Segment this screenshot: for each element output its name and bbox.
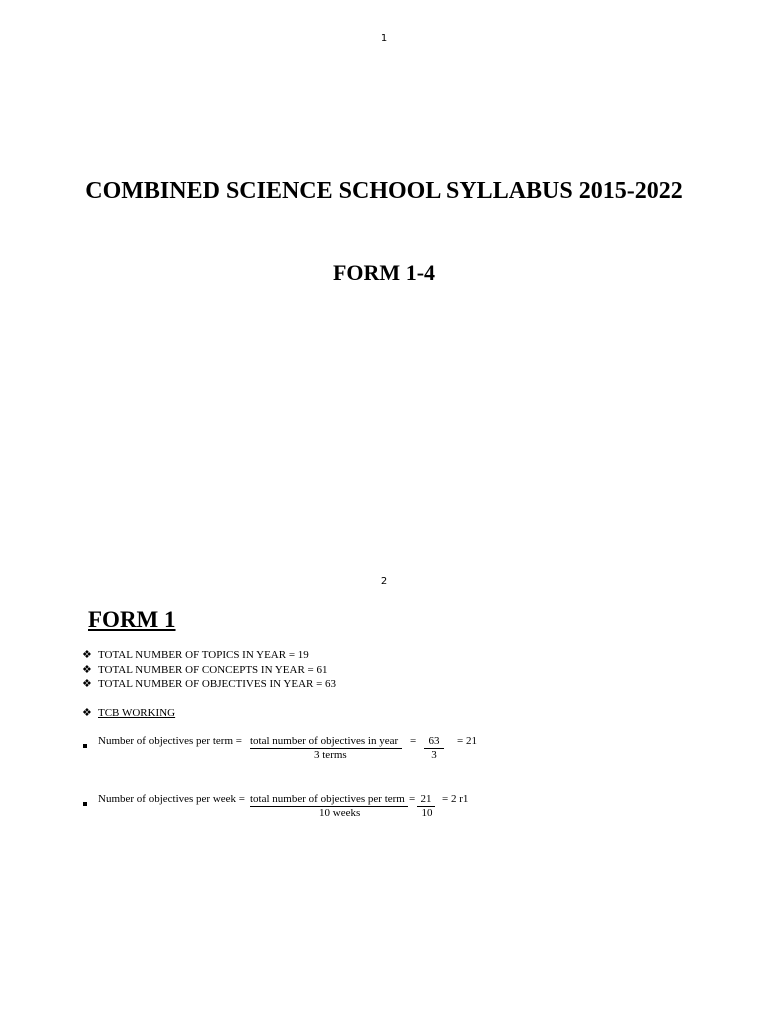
- square-bullet-icon: [83, 739, 87, 751]
- calc-week-value-numerator: 21: [417, 793, 435, 807]
- tcb-working: [82, 706, 175, 719]
- diamond-bullet-icon: ❖: [82, 663, 92, 676]
- calc-term-result: = 21: [457, 735, 477, 747]
- form-heading: FORM 1: [88, 607, 176, 632]
- tcb-working-label: TCB WORKING: [98, 706, 176, 719]
- stats-list: [82, 648, 336, 692]
- calc-week-numerator: total number of objectives per term: [250, 793, 408, 807]
- diamond-bullet-icon: ❖: [82, 707, 92, 719]
- stat-topics: TOTAL NUMBER OF TOPICS IN YEAR = 19: [98, 649, 309, 661]
- calc-week-label: Number of objectives per week =: [98, 793, 246, 805]
- document-title: COMBINED SCIENCE SCHOOL SYLLABUS 2015-2022: [85, 178, 683, 204]
- diamond-bullet-icon: ❖: [82, 649, 92, 661]
- calc-term-value-numerator: 63: [424, 735, 444, 749]
- calc-term-value-num-wrap: [424, 735, 444, 749]
- list-item: [82, 663, 336, 678]
- calc-week-equals: =: [409, 793, 416, 805]
- calc-term-label: Number of objectives per term =: [98, 735, 242, 747]
- list-item: [82, 677, 336, 692]
- calc-term-numerator: total number of objectives in year: [250, 735, 402, 749]
- stat-objectives: TOTAL NUMBER OF OBJECTIVES IN YEAR = 63: [98, 678, 337, 690]
- calc-term-numerator-wrap: [250, 735, 402, 749]
- diamond-bullet-icon: ❖: [82, 678, 92, 690]
- calc-term-denominator: 3 terms: [314, 749, 347, 761]
- document-subtitle: FORM 1-4: [332, 260, 436, 285]
- page-number: 1: [380, 33, 388, 44]
- square-bullet-icon: [83, 797, 87, 809]
- calc-term-value-denominator: 3: [431, 749, 437, 761]
- calc-week-numerator-wrap: [250, 793, 408, 807]
- calc-week-value-num-wrap: [417, 793, 435, 807]
- stat-concepts: TOTAL NUMBER OF CONCEPTS IN YEAR = 61: [98, 663, 328, 676]
- page-number: 2: [380, 576, 388, 587]
- calc-week-result: = 2 r1: [442, 793, 469, 805]
- calc-week-denominator: 10 weeks: [319, 807, 361, 819]
- list-item: [82, 648, 336, 663]
- calc-week-value-denominator: 10: [421, 807, 433, 819]
- calc-term-equals: =: [410, 735, 417, 747]
